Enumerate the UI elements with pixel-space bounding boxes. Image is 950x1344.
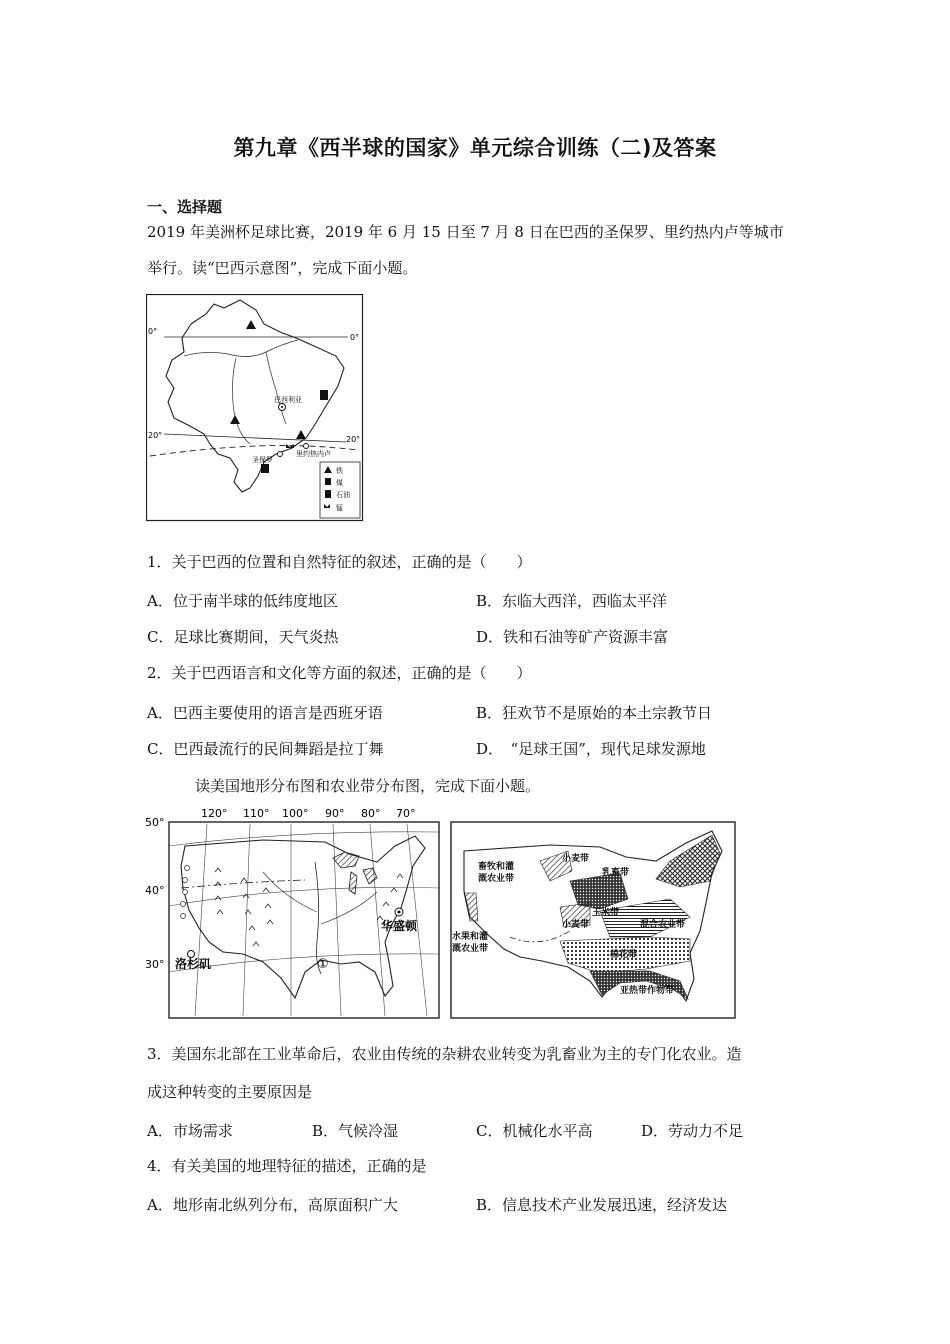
- document-title: 第九章《西半球的国家》单元综合训练（二)及答案: [233, 136, 717, 160]
- city-label-sao-paulo: 圣保罗: [252, 456, 273, 464]
- section-heading: 一、选择题: [147, 198, 223, 216]
- q1-option-b[interactable]: B．东临大西洋，西临太平洋: [476, 592, 668, 610]
- belt-label: 水果和灌: [452, 932, 489, 942]
- q3-option-c[interactable]: C．机械化水平高: [476, 1122, 593, 1140]
- belt-label: 混合农业带: [640, 920, 686, 930]
- brazil-map: [146, 294, 364, 522]
- q2-option-c[interactable]: C．巴西最流行的民间舞蹈是拉丁舞: [147, 740, 384, 758]
- q2-option-a[interactable]: A．巴西主要使用的语言是西班牙语: [147, 704, 383, 722]
- belt-label: 畜牧和灌: [478, 862, 515, 872]
- question-2-stem: 2．关于巴西语言和文化等方面的叙述，正确的是（ ）: [147, 664, 532, 682]
- belt-label: 溉农业带: [478, 874, 515, 884]
- q4-option-b[interactable]: B．信息技术产业发展迅速，经济发达: [476, 1196, 728, 1214]
- belt-label: 棉花带: [610, 950, 638, 960]
- lon-label: 110°: [243, 807, 270, 820]
- lon-label: 90°: [325, 807, 345, 820]
- belt-label: 小麦带: [562, 920, 590, 930]
- legend-coal: 煤: [336, 479, 343, 487]
- city-label-los-angeles: 洛杉矶: [175, 957, 212, 971]
- usa-agriculture-map: [450, 821, 738, 1021]
- lat-label: 0°: [350, 333, 360, 342]
- q1-option-a[interactable]: A．位于南半球的低纬度地区: [147, 592, 338, 610]
- lon-label: 120°: [201, 807, 228, 820]
- city-label-brasilia: 巴西利亚: [274, 396, 302, 404]
- legend-oil: 石油: [336, 491, 350, 499]
- lat-label: 20°: [148, 431, 163, 440]
- lat-label: 40°: [145, 884, 165, 897]
- intro-line-1: 2019 年美洲杯足球比赛，2019 年 6 月 15 日至 7 月 8 日在巴西的圣保罗、里约热内卢等城市: [147, 223, 784, 241]
- usa-terrain-map: [145, 802, 443, 1020]
- oil-icon: [320, 390, 328, 400]
- lon-label: 100°: [282, 807, 309, 820]
- question-4-stem: 4．有关美国的地理特征的描述，正确的是: [147, 1157, 427, 1175]
- legend-manganese: 锰: [336, 504, 343, 512]
- q3-option-a[interactable]: A．市场需求: [147, 1122, 233, 1140]
- belt-label: 小麦带: [562, 854, 590, 864]
- question-3-line-2: 成这种转变的主要原因是: [147, 1083, 313, 1101]
- lon-label: 70°: [396, 807, 416, 820]
- q1-option-c[interactable]: C．足球比赛期间，天气炎热: [147, 628, 339, 646]
- question-3-line-1: 3．美国东北部在工业革命后，农业由传统的杂耕农业转变为乳畜业为主的专门化农业。造: [147, 1045, 742, 1063]
- city-label-rio: 里约热内卢: [296, 450, 331, 458]
- belt-label: 溉农业带: [452, 944, 489, 954]
- lat-label: 20°: [346, 435, 361, 444]
- lat-label: 0°: [148, 327, 158, 336]
- legend-iron: 铁: [336, 467, 343, 475]
- belt-label: 玉米带: [592, 908, 620, 918]
- marker-1: ①: [317, 957, 329, 972]
- q3-option-d[interactable]: D．劳动力不足: [641, 1122, 744, 1140]
- belt-label: 亚热带作物带: [620, 986, 675, 996]
- belt-label: 乳畜带: [602, 868, 630, 878]
- q1-option-d[interactable]: D．铁和石油等矿产资源丰富: [476, 628, 669, 646]
- q3-option-b[interactable]: B．气候冷湿: [312, 1122, 399, 1140]
- q4-option-a[interactable]: A．地形南北纵列分布，高原面积广大: [147, 1196, 398, 1214]
- city-label-washington: 华盛顿: [381, 919, 418, 933]
- q2-option-b[interactable]: B．狂欢节不是原始的本土宗教节日: [476, 704, 713, 722]
- lat-label: 30°: [145, 958, 165, 971]
- q2-option-d[interactable]: D． “足球王国”，现代足球发源地: [476, 740, 706, 758]
- question-1-stem: 1．关于巴西的位置和自然特征的叙述，正确的是（ ）: [147, 553, 532, 571]
- lat-label: 50°: [145, 816, 165, 829]
- lon-label: 80°: [361, 807, 381, 820]
- intro-line-2: 举行。读“巴西示意图”，完成下面小题。: [147, 259, 418, 277]
- coal-icon: [261, 464, 269, 473]
- intro-usa: 读美国地形分布图和农业带分布图，完成下面小题。: [195, 777, 541, 795]
